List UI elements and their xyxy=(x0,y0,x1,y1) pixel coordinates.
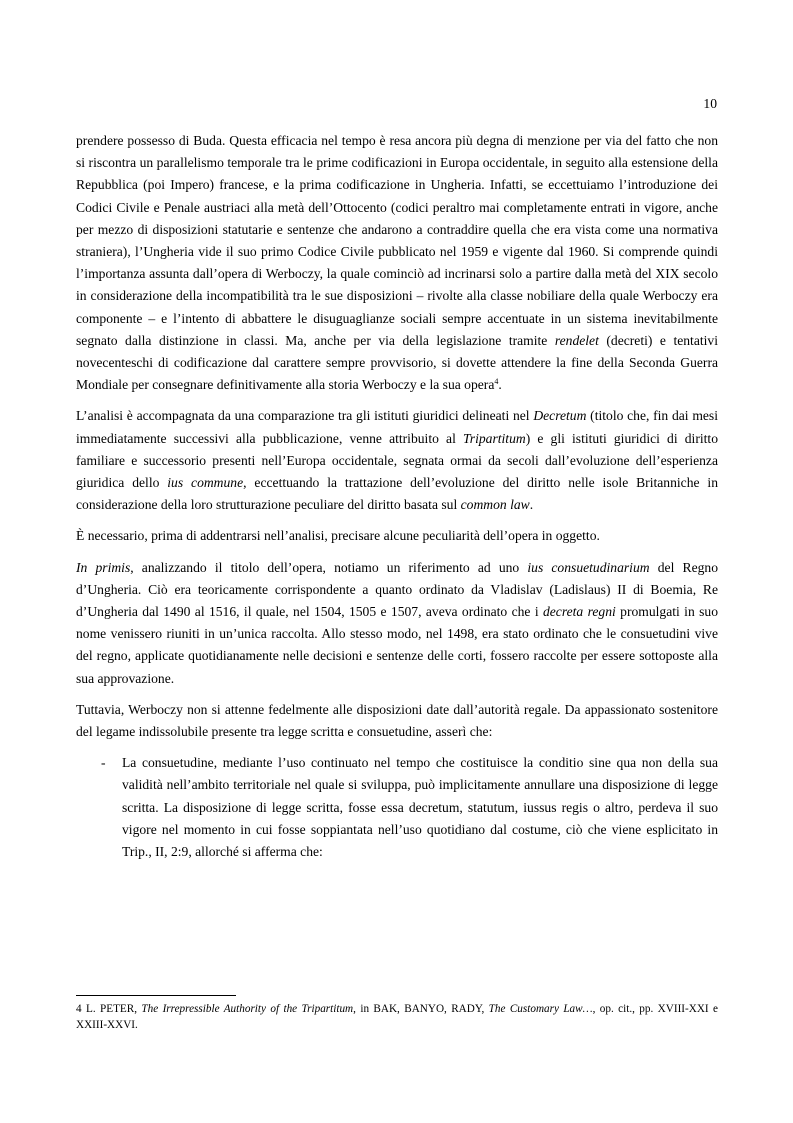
paragraph-5: Tuttavia, Werboczy non si attenne fedelmente alle disposizioni date dall’autorità regale. Da appassionato sostenitore del legame indissolubile presente tra legge scritta e consuetudine, asserì che: xyxy=(76,701,718,740)
text-run: , xyxy=(459,799,468,815)
italic-term: Tripartitum xyxy=(462,430,526,446)
text-run: 4 L. PETER, xyxy=(76,1003,142,1015)
footnote-4 xyxy=(76,1001,718,1033)
italic-term: statutum xyxy=(467,799,515,815)
text-run: , op. cit., pp. XVIII-XXI e XXIII-XXVI. xyxy=(76,1003,718,1031)
main-text xyxy=(76,130,718,863)
paragraph-1 xyxy=(76,130,718,396)
text-run: ) e gli istituti giuridici di diritto familiare e successorio presenti nell’Europa occidentale, segnata ormai da secoli dall’evoluzione dell’esperienza giuridica dello xyxy=(76,430,718,491)
italic-term: Decretum xyxy=(533,408,587,424)
text-run: promulgati in suo nome venissero riuniti in un’unica raccolta. Allo stesso modo, nel 1498, era stato ordinato che le consuetudini vive del regno, applicate quotidianamente nelle decisioni e sentenze delle corti, fossero raccolte per essere sottoposte alla sua approvazione. xyxy=(76,604,718,686)
text-run: . xyxy=(529,497,534,513)
text-run: (decreti) e tentativi novecenteschi di codificazione dal carattere sempre provvisorio, si dovette attendere la fine della Seconda Guerra Mondiale per consegnare definitivamente alla storia Werboczy e la sua opera xyxy=(76,332,718,393)
text-run: . xyxy=(498,377,502,393)
text-run: o altro, perdeva il suo vigore nel momento in cui fosse soppiantata nell’uso quotidiano dal costume, ciò che viene esplicitato in Trip., II, 2:9, allorché si afferma che: xyxy=(122,799,719,860)
text-run: prendere possesso di Buda. Questa efficacia nel tempo è resa ancora più degna di menzione per via del fatto che non si riscontra un parallelismo temporale tra le prime codificazioni in Europa occidentale, in seguito alla estensione della Repubblica (poi Impero) francese, e la prima codificazione in Ungheria. Infatti, se eccettuiamo l’introduzione dei Codici Civile e Penale austriaci alla metà dell’Ottocento (codici peraltro mai completamente entrati in vigore, anche per mezzo di disposizioni statutarie e sentenze che andarono a contraddire quella che era vista come una normativa straniera), l’Ungheria vide il suo primo Codice Civile pubblicato nel 1959 e vigente dal 1960. Si comprende quindi l’importanza assunta dall’opera di Werboczy, la quale cominciò ad incrinarsi solo a partire dalla metà del XIX secolo in considerazione della incompatibilità tra le sue disposizioni – rivolte alla classe nobiliare della quale Werboczy era componente – e l’intento di abbattere le disuguaglianze sociali sempre accentuate in un sistema inevitabilmente segnato dalla distinzione in classi. Ma, anche per via della legislazione tramite xyxy=(76,133,718,348)
text-run: della sua validità nell’ambito territoriale nel quale si sviluppa, può implicitamente annullare una disposizione di legge scritta. La disposizione di legge scritta, fosse essa xyxy=(122,755,718,815)
text-run: , analizzando il titolo dell’opera, notiamo un riferimento ad uno xyxy=(130,559,528,575)
italic-term: ius commune xyxy=(167,475,244,491)
italic-term: conditio sine qua non xyxy=(538,755,663,771)
italic-term: The Customary Law… xyxy=(488,1003,593,1015)
paragraph-4 xyxy=(76,557,718,690)
page-number: 10 xyxy=(703,96,717,111)
footnote-reference[interactable]: 4 xyxy=(494,377,499,387)
list-bullet: - xyxy=(101,755,106,771)
italic-term: common law xyxy=(460,497,530,513)
italic-term: decretum xyxy=(408,799,460,815)
italic-term: ius consuetudinarium xyxy=(527,559,650,575)
bullet-list xyxy=(76,752,718,863)
text-run: del Regno d’Ungheria. Ciò era teoricamente corrispondente a quanto ordinato da Vladislav (Ladislaus) II di Boemia, Re d’Ungheria dal 1490 al 1516, il quale, nel 1504, 1505 e 1507, aveva ordinato che i xyxy=(76,559,718,620)
italic-term: iussus regis xyxy=(523,799,589,815)
text-run: (titolo che, fin dai mesi immediatamente successivi alla pubblicazione, venne attribuito al xyxy=(76,408,718,446)
italic-term: rendelet xyxy=(554,332,599,348)
text-run: , xyxy=(514,799,524,815)
footnote-separator xyxy=(76,995,236,996)
paragraph-3: È necessario, prima di addentrarsi nell’analisi, precisare alcune peculiarità dell’opera in oggetto. xyxy=(76,528,600,544)
paragraph-2 xyxy=(76,405,718,516)
italic-term: decreta regni xyxy=(542,604,616,620)
text-run: , in BAK, BANYO, RADY, xyxy=(353,1003,489,1015)
italic-term: In primis xyxy=(76,559,131,575)
text-run: L’analisi è accompagnata da una comparazione tra gli istituti giuridici delineati nel xyxy=(76,408,534,424)
text-run: , eccettuando la trattazione dell’evoluzione del diritto nelle isole Britanniche in considerazione della loro strutturazione peculiare del diritto basata sul xyxy=(76,475,718,513)
text-run: La consuetudine, mediante l’uso continuato nel tempo che costituisce la xyxy=(122,755,539,771)
list-item xyxy=(76,752,718,863)
italic-term: The Irrepressible Authority of the Tripartitum xyxy=(141,1003,354,1015)
